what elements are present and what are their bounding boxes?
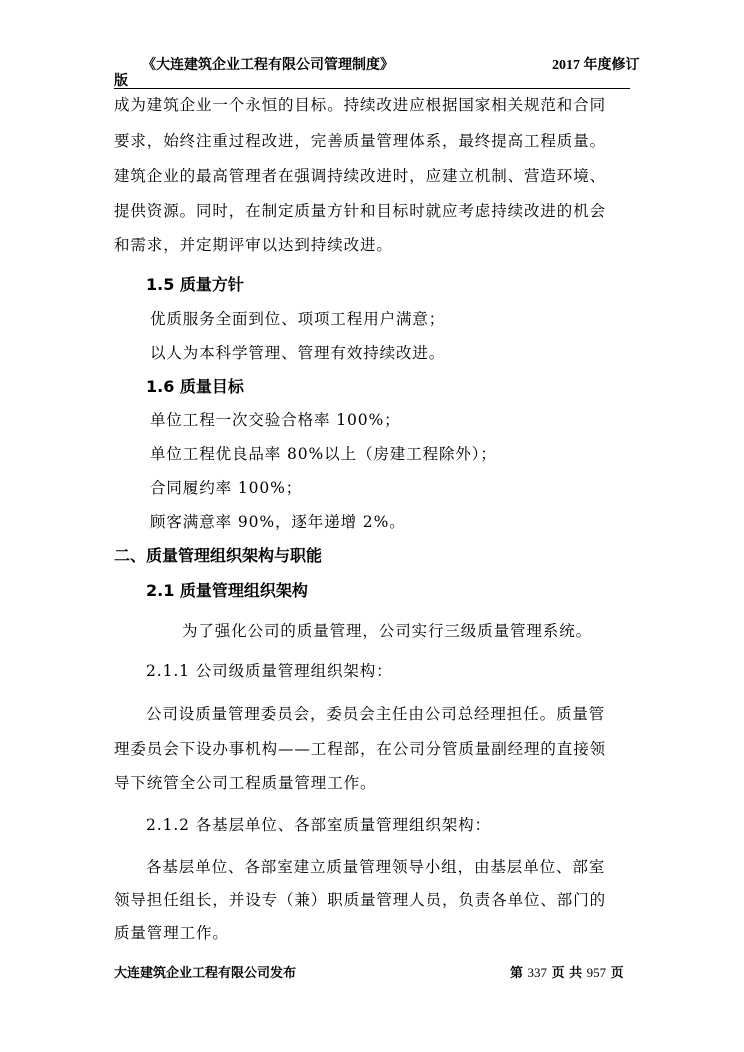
subsection-2-1-1-title: 2.1.1 公司级质量管理组织架构： (146, 662, 393, 680)
chapter-heading-2: 二、质量管理组织架构与职能 (114, 546, 323, 565)
intro-line: 建筑企业的最高管理者在强调持续改进时，应建立机制、营造环境、 (114, 167, 607, 185)
section-heading-2-1: 2.1 质量管理组织架构 (146, 581, 308, 600)
subsection-2-1-1-line: 理委员会下设办事机构——工程部，在公司分管质量副经理的直接领 (114, 740, 607, 758)
objective-item: 合同履约率 100%； (150, 479, 303, 497)
subsection-2-1-2-line: 各基层单位、各部室建立质量管理领导小组，由基层单位、部室 (146, 858, 606, 876)
subsection-2-1-1-line: 公司设质量管理委员会，委员会主任由公司总经理担任。质量管 (146, 705, 606, 723)
subsection-2-1-2-title: 2.1.2 各基层单位、各部室质量管理组织架构： (146, 816, 491, 834)
policy-item: 优质服务全面到位、项项工程用户满意； (150, 310, 446, 328)
page-total: 957 (586, 965, 607, 980)
section-heading-1-6: 1.6 质量目标 (146, 377, 244, 396)
objective-item: 顾客满意率 90%，逐年递增 2%。 (150, 513, 406, 531)
objective-item: 单位工程优良品率 80%以上（房建工程除外）； (150, 445, 497, 463)
header-version-wrap: 版 (114, 74, 128, 89)
footer-publisher: 大连建筑企业工程有限公司发布 (114, 966, 297, 981)
intro-line: 要求，始终注重过程改进，完善质量管理体系，最终提高工程质量。 (114, 132, 607, 150)
header-rule (114, 88, 630, 89)
subsection-2-1-2-line: 领导担任组长，并设专（兼）职质量管理人员，负责各单位、部门的 (114, 891, 607, 909)
objective-item: 单位工程一次交验合格率 100%； (150, 411, 401, 429)
intro-line: 和需求，并定期评审以达到持续改进。 (114, 236, 393, 254)
policy-item: 以人为本科学管理、管理有效持续改进。 (150, 344, 446, 362)
subsection-2-1-1-line: 导下统管全公司工程质量管理工作。 (114, 774, 377, 792)
section-heading-1-5: 1.5 质量方针 (146, 275, 244, 294)
page-current: 337 (527, 965, 548, 980)
header-version: 2017 年度修订 (552, 58, 640, 73)
page-suffix: 页 (610, 966, 624, 981)
subsection-2-1-2-line: 质量管理工作。 (114, 924, 229, 942)
page-mid: 页 共 (551, 966, 583, 981)
section-2-1-intro: 为了强化公司的质量管理，公司实行三级质量管理系统。 (182, 622, 593, 640)
intro-line: 提供资源。同时，在制定质量方针和目标时就应考虑持续改进的机会 (114, 202, 607, 220)
header-title: 《大连建筑企业工程有限公司管理制度》 (142, 58, 394, 73)
intro-line: 成为建筑企业一个永恒的目标。持续改进应根据国家相关规范和合同 (114, 96, 607, 114)
footer-page-number (510, 962, 624, 981)
page-prefix: 第 (510, 966, 524, 981)
